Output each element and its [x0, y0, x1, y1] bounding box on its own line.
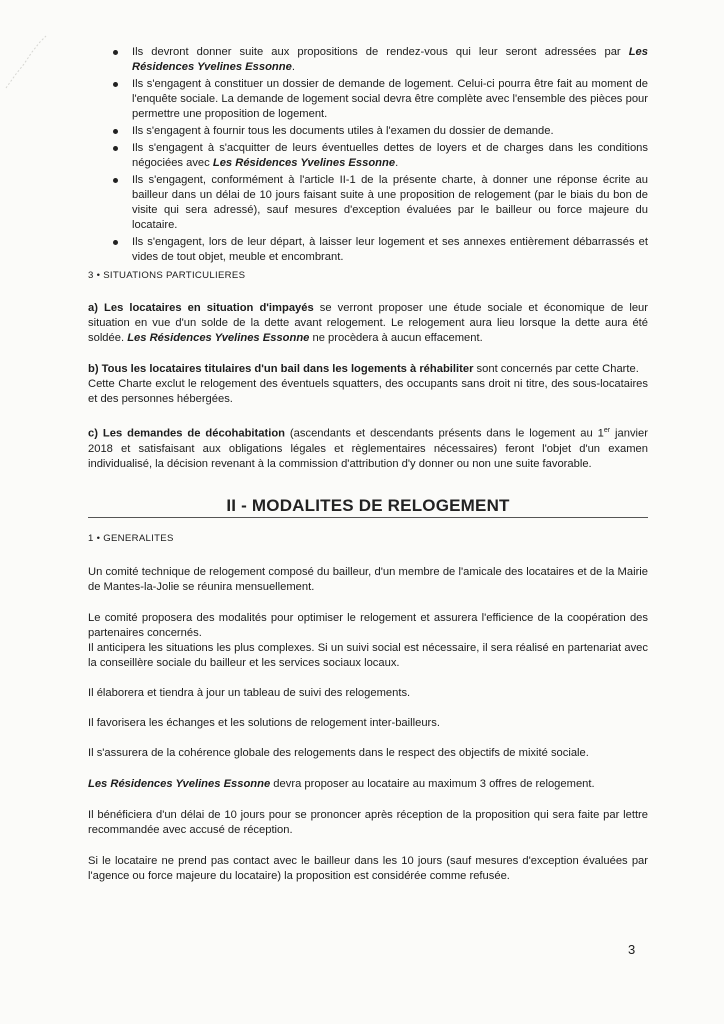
- paragraph-echanges: Il favorisera les échanges et les solutions de relogement inter-bailleurs.: [88, 717, 440, 729]
- paragraph-situation-b: b) Tous les locataires titulaires d'un bail dans les logements à réhabiliter sont concernés par cette Charte. Cette Charte exclut le relogement des éventuels squatters, des occupants sans droit ni titre, des sous-locataires et des personnes hébergées.: [88, 363, 648, 405]
- paragraph-refus: Si le locataire ne prend pas contact avec le bailleur dans les 10 jours (sauf mesures d'exception évaluées par l'agence ou force majeure du locataire) la proposition est considérée comme refusée.: [88, 855, 648, 882]
- section-title: II - MODALITES DE RELOGEMENT: [226, 496, 510, 515]
- paragraph-situation-a: a) Les locataires en situation d'impayés se verront proposer une étude sociale et économique de leur situation en vue d'un solde de la dette avant relogement. Le relogement aura lieu lorsque la dette aura été soldée. Les Résidences Yvelines Essonne ne procèdera à aucun effacement.: [88, 302, 648, 344]
- paragraph-anticipation: Il anticipera les situations les plus complexes. Si un suivi social est nécessaire, il sera réalisé en partenariat avec la conseillère sociale du bailleur et les services sociaux locaux.: [88, 642, 648, 669]
- list-item: Ils s'engagent à constituer un dossier de demande de logement. Celui-ci pourra être fait au moment de l'enquête sociale. La demande de logement social devra être complète avec l'ensemble des pièces pour permettre une proposition de logement.: [108, 77, 648, 122]
- scan-mark: [4, 34, 48, 90]
- subheading-generalites: 1 • GENERALITES: [88, 533, 174, 544]
- section-heading-situations: 3 • SITUATIONS PARTICULIERES: [88, 270, 246, 281]
- list-item: Ils s'engagent, conformément à l'article II-1 de la présente charte, à donner une réponse écrite au bailleur dans un délai de 10 jours faisant suite à une proposition de relogement (par le biais du bon de visite qui sera adressé), sauf mesures d'exception évaluées par le bailleur ou force majeure du locataire.: [108, 173, 648, 233]
- obligations-list: [108, 45, 648, 267]
- paragraph-modalites: Le comité proposera des modalités pour optimiser le relogement et assurera l'efficience de la coopération des partenaires concernés.: [88, 612, 648, 639]
- list-item: Ils s'engagent, lors de leur départ, à laisser leur logement et ses annexes entièrement débarrassés et vides de tout objet, meuble et encombrant.: [108, 235, 648, 265]
- paragraph-mixite: Il s'assurera de la cohérence globale des relogements dans le respect des objectifs de mixité sociale.: [88, 747, 589, 759]
- paragraph-offres: Les Résidences Yvelines Essonne devra proposer au locataire au maximum 3 offres de relogement.: [88, 778, 595, 790]
- paragraph-delai: Il bénéficiera d'un délai de 10 jours pour se prononcer après réception de la proposition qui sera faite par lettre recommandée avec accusé de réception.: [88, 809, 648, 836]
- page-number: 3: [628, 942, 636, 957]
- paragraph-suivi: Il élaborera et tiendra à jour un tableau de suivi des relogements.: [88, 687, 411, 699]
- list-item: Ils s'engagent à fournir tous les documents utiles à l'examen du dossier de demande.: [108, 124, 648, 139]
- paragraph-situation-c: c) Les demandes de décohabitation (ascendants et descendants présents dans le logement au 1er janvier 2018 et satisfaisant aux obligations légales et règlementaires nécessaires) feront l'objet d'un examen individualisé, la décision revenant à la commission d'attribution d'y donner ou non une suite favorable.: [88, 427, 648, 470]
- paragraph-comite: Un comité technique de relogement composé du bailleur, d'un membre de l'amicale des locataires et de la Mairie de Mantes-la-Jolie se réunira mensuellement.: [88, 566, 648, 593]
- section-divider: [88, 517, 648, 518]
- list-item: Ils devront donner suite aux propositions de rendez-vous qui leur seront adressées par Les Résidences Yvelines Essonne.: [108, 45, 648, 75]
- list-item: Ils s'engagent à s'acquitter de leurs éventuelles dettes de loyers et de charges dans les conditions négociées avec Les Résidences Yvelines Essonne.: [108, 141, 648, 171]
